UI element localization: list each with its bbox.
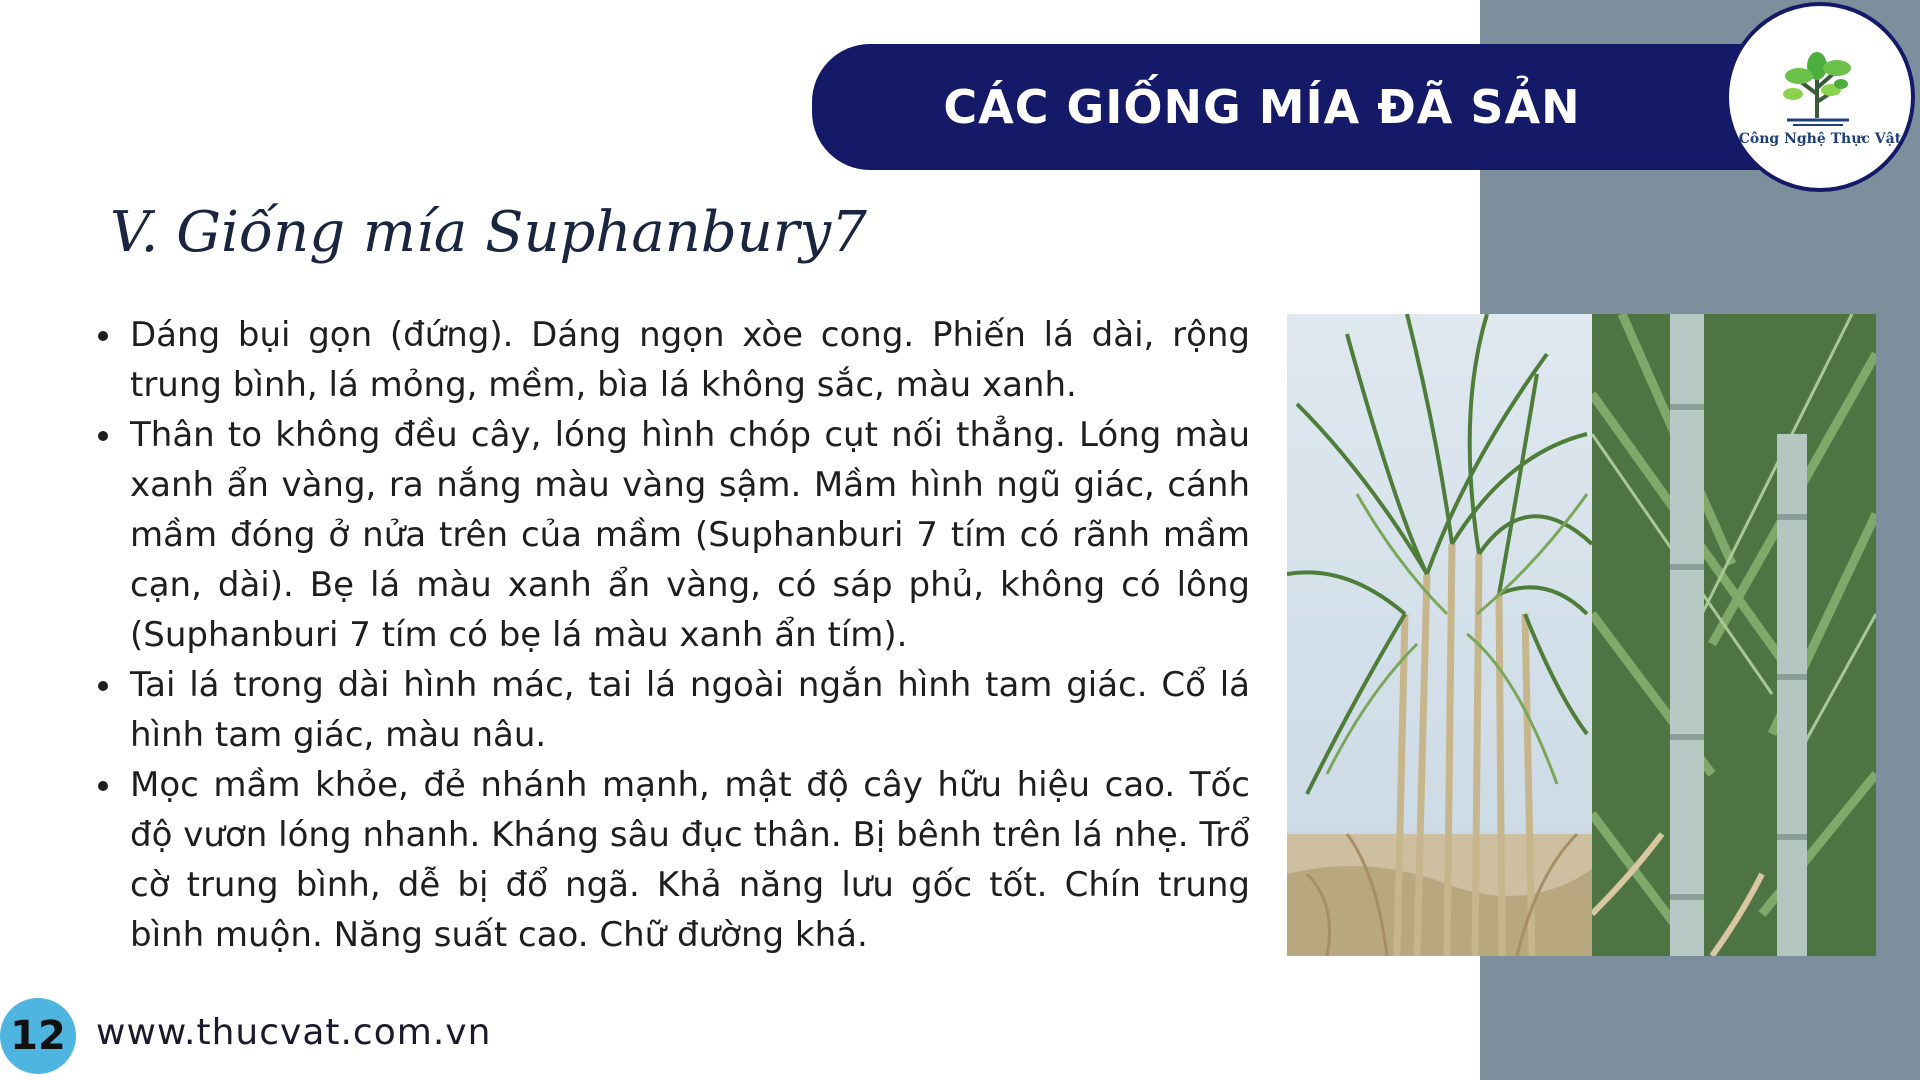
page-number: 12 [10,1013,66,1059]
bullet-item: Dáng bụi gọn (đứng). Dáng ngọn xòe cong. Phiến lá dài, rộng trung bình, lá mỏng, mềm, bìa lá không sắc, màu xanh. [95,310,1250,410]
logo-text: Công Nghệ Thực Vật [1738,131,1902,147]
header-banner [812,44,1797,260]
page-number-badge [0,998,76,1074]
bullet-dot [98,431,108,441]
bullet-dot [98,681,108,691]
bullet-item: Thân to không đều cây, lóng hình chóp cụt nối thẳng. Lóng màu xanh ẩn vàng, ra nắng màu vàng sậm. Mầm hình ngũ giác, cánh mầm đóng ở nửa trên của mầm (Suphanburi 7 tím có rãnh mầm cạn, dài). Bẹ lá màu xanh ẩn vàng, có sáp phủ, không có lông (Suphanburi 7 tím có bẹ lá màu xanh ẩn tím). [95,410,1250,660]
bullet-list [95,310,1250,960]
sugarcane-field-photo [1287,314,1592,956]
bullet-dot [98,781,108,791]
bullet-item: Mọc mầm khỏe, đẻ nhánh mạnh, mật độ cây hữu hiệu cao. Tốc độ vươn lóng nhanh. Kháng sâu đục thân. Bị bênh trên lá nhẹ. Trổ cờ trung bình, dễ bị đổ ngã. Khả năng lưu gốc tốt. Chín trung bình muộn. Năng suất cao. Chữ đường khá. [95,760,1250,960]
header-title: CÁC GIỐNG MÍA ĐÃ SẢN XUẤT [943,80,1581,260]
sugarcane-stalks-photo [1592,314,1876,956]
website-link[interactable]: www.thucvat.com.vn [96,1012,492,1053]
section-title: V. Giống mía Suphanbury7 [110,200,867,265]
bullet-dot [98,331,108,341]
tree-sprout-icon [1729,6,1911,188]
logo [1725,2,1915,192]
bullet-item: Tai lá trong dài hình mác, tai lá ngoài ngắn hình tam giác. Cổ lá hình tam giác, màu nâu. [95,660,1250,760]
